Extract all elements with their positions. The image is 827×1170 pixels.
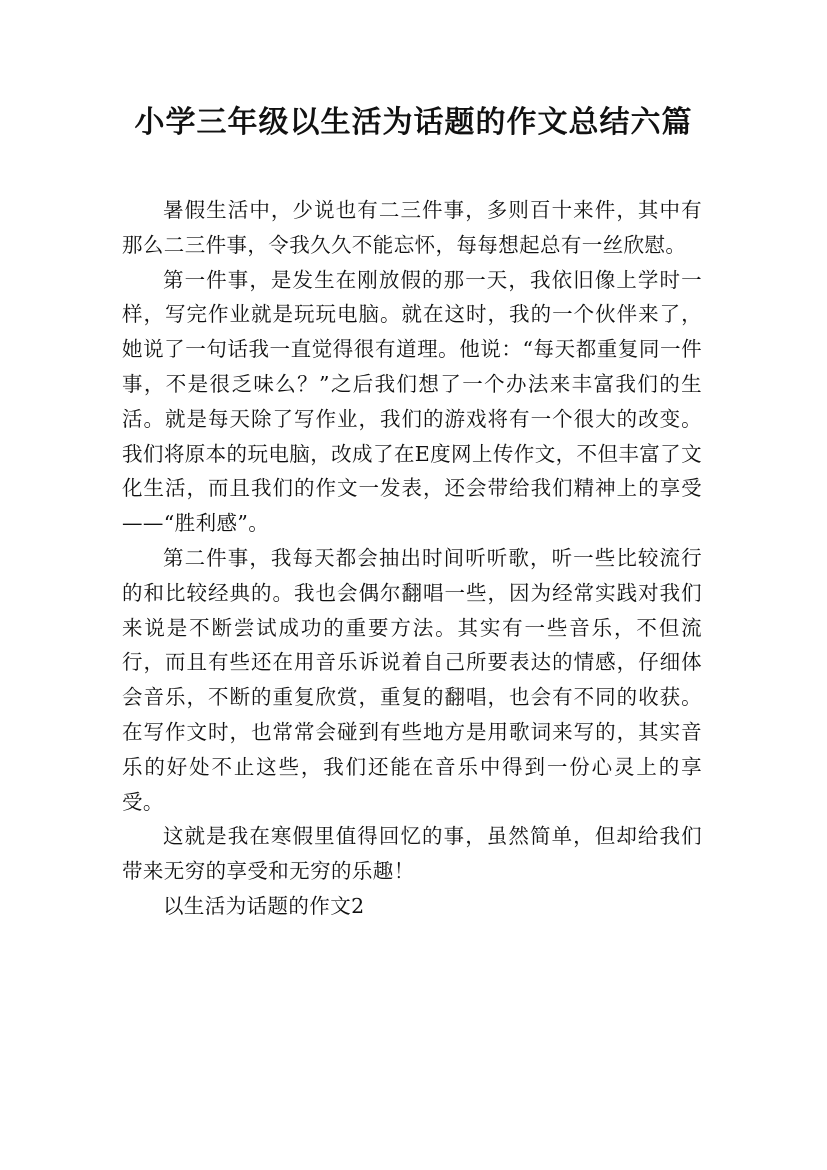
paragraph-1: 暑假生活中，少说也有二三件事，多则百十来件，其中有那么二三件事，令我久久不能忘怀，每每想起总有一丝欣慰。: [122, 198, 702, 257]
paragraph-3: 第二件事，我每天都会抽出时间听听歌，听一些比较流行的和比较经典的。我也会偶尔翻唱一些，因为经常实践对我们来说是不断尝试成功的重要方法。其实有一些音乐，不但流行，而且有些还在用音乐诉说着自己所要表达的情感，仔细体会音乐，不断的重复欣赏，重复的翻唱，也会有不同的收获。在写作文时，也常常会碰到有些地方是用歌词来写的，其实音乐的好处不止这些，我们还能在音乐中得到一份心灵上的享受。: [122, 545, 702, 814]
section-heading: 以生活为话题的作文2: [163, 893, 365, 918]
document-title: 小学三年级以生活为话题的作文总结六篇: [134, 105, 693, 140]
document-body: [122, 193, 702, 924]
paragraph-2: 第一件事，是发生在刚放假的那一天，我依旧像上学时一样，写完作业就是玩玩电脑。就在这时，我的一个伙伴来了，她说了一句话我一直觉得很有道理。他说：“每天都重复同一件事，不是很乏味么？”之后我们想了一个办法来丰富我们的生活。就是每天除了写作业，我们的游戏将有一个很大的改变。我们将原本的玩电脑，改成了在E度网上传作文，不但丰富了文化生活，而且我们的作文一发表，还会带给我们精神上的享受——“胜利感”。: [122, 267, 702, 536]
paragraph-4: 这就是我在寒假里值得回忆的事，虽然简单，但却给我们带来无穷的享受和无穷的乐趣！: [122, 824, 702, 884]
